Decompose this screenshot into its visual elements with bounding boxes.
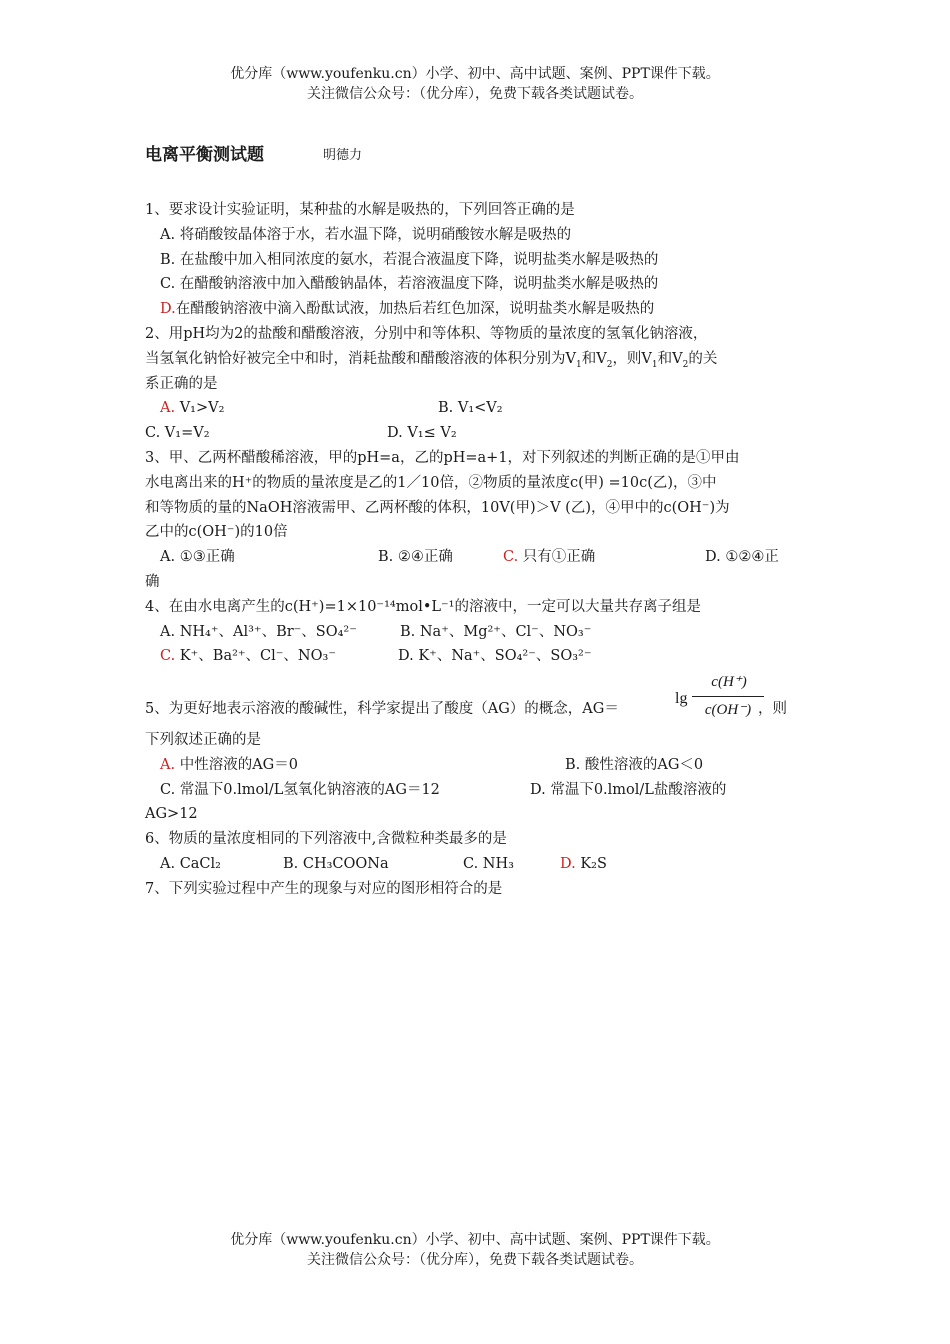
q6-answer-letter: D.	[560, 855, 576, 872]
q2-option-d: D. V₁≤ V₂	[387, 425, 457, 442]
q4-options-row-1	[145, 620, 805, 645]
q2-stem-line-2: 当氢氧化钠恰好被完全中和时，消耗盐酸和醋酸溶液的体积分别为$V_1$和$V_2$，则$V_1$和$V_2$的关	[145, 350, 718, 370]
q6-option-c: C. NH₃	[463, 855, 514, 872]
q1-option-d-text: 在醋酸钠溶液中滴入酚酞试液，加热后若红色加深，说明盐类水解是吸热的	[175, 301, 655, 318]
q2-text-e: 的关	[688, 350, 718, 367]
q3-option-d-wrap: 确	[145, 573, 160, 590]
page-header	[0, 64, 950, 104]
q1-answer-letter: D.	[160, 301, 176, 318]
q7-stem: 7、下列实验过程中产生的现象与对应的图形相符合的是	[145, 880, 503, 897]
q5-option-b: B. 酸性溶液的AG＜0	[565, 756, 704, 773]
header-line-1: 优分库（www.youfenku.cn）小学、初中、高中试题、案例、PPT课件下载。	[230, 66, 720, 82]
q3-option-a: A. ①③正确	[160, 549, 235, 566]
q3-options-row	[145, 545, 805, 570]
q6-stem: 6、物质的量浓度相同的下列溶液中,含微粒种类最多的是	[145, 831, 507, 848]
q5-options-row-2	[145, 778, 805, 803]
q3-option-c-text: 只有①正确	[522, 549, 596, 566]
q3-option-d: D. ①②④正	[705, 549, 779, 566]
q2-stem-line-1: 2、用pH均为2的盐酸和醋酸溶液，分别中和等体积、等物质的量浓度的氢氧化钠溶液，	[145, 325, 708, 342]
q5-stem-text: 5、为更好地表示溶液的酸碱性，科学家提出了酸度（AG）的概念，AG＝	[145, 701, 619, 718]
formula-numerator: c(H⁺)	[711, 674, 747, 690]
q4-options-row-2	[145, 644, 805, 669]
q4-answer-letter: C.	[160, 648, 176, 665]
q3-stem-line-4: 乙中的c(OH⁻)的10倍	[145, 524, 288, 541]
footer-line-2: 关注微信公众号：（优分库），免费下载各类试题试卷。	[307, 1252, 643, 1268]
q3-option-b: B. ②④正确	[378, 549, 453, 566]
q1-option-a: A. 将硝酸铵晶体溶于水，若水温下降，说明硝酸铵水解是吸热的	[160, 226, 572, 243]
q6-options-row	[145, 852, 805, 877]
q1-option-c: C. 在醋酸钠溶液中加入醋酸钠晶体，若溶液温度下降，说明盐类水解是吸热的	[160, 276, 659, 293]
q2-answer-letter: A.	[160, 400, 176, 417]
q4-option-d: D. K⁺、Na⁺、SO₄²⁻、SO₃²⁻	[398, 648, 592, 665]
q2-options-row-1	[145, 396, 805, 421]
q2-text-c: ，则V	[612, 350, 652, 367]
q2-stem-line-3: 系正确的是	[145, 375, 218, 392]
q2-text-d: 和V	[657, 350, 683, 367]
q1-option-b: B. 在盐酸中加入相同浓度的氨水，若混合液温度下降，说明盐类水解是吸热的	[160, 251, 659, 268]
page-footer	[0, 1230, 950, 1270]
q2-option-a-text: V₁>V₂	[179, 400, 225, 417]
document-title: 电离平衡测试题	[145, 145, 264, 165]
q2-option-c: C. V₁=V₂	[145, 425, 210, 442]
q3-stem-line-1: 3、甲、乙两杯醋酸稀溶液，甲的pH=a，乙的pH=a+1，对下列叙述的判断正确的是①甲由	[145, 449, 740, 466]
q6-option-d	[560, 852, 607, 877]
formula-lg: lg	[675, 690, 688, 707]
q2-text-b: 和V	[581, 350, 607, 367]
q5-answer-letter: A.	[160, 756, 176, 773]
q4-option-c-text: K⁺、Ba²⁺、Cl⁻、NO₃⁻	[179, 648, 336, 665]
formula-denominator: c(OH⁻)	[704, 702, 752, 718]
q6-option-a: A. CaCl₂	[160, 855, 221, 872]
author-name: 明德力	[323, 148, 363, 163]
q5-option-d-wrap: AG>12	[145, 806, 198, 823]
q5-option-c: C. 常温下0.lmol/L氢氧化钠溶液的AG＝12	[160, 781, 440, 798]
q5-option-d: D. 常温下0.lmol/L盐酸溶液的	[530, 781, 727, 798]
q3-option-c	[503, 545, 595, 570]
questions	[145, 198, 805, 902]
q4-stem: 4、在由水电离产生的c(H⁺)=1×10⁻¹⁴mol•L⁻¹的溶液中，一定可以大量共存离子组是	[145, 598, 701, 615]
q3-stem-line-2: 水电离出来的H⁺的物质的量浓度是乙的1／10倍，②物质的量浓度c(甲) =10c(乙)，③中	[145, 474, 717, 491]
q5-option-a-text: 中性溶液的AG＝0	[179, 756, 298, 773]
q6-option-d-text: K₂S	[580, 855, 607, 872]
q4-option-a: A. NH₄⁺、Al³⁺、Br⁻、SO₄²⁻	[160, 623, 357, 640]
q2-text-a: 当氢氧化钠恰好被完全中和时，消耗盐酸和醋酸溶液的体积分别为V	[145, 350, 576, 367]
q2-options-row-2	[145, 421, 805, 446]
q3-answer-letter: C.	[503, 549, 519, 566]
header-line-2: 关注微信公众号：（优分库），免费下载各类试题试卷。	[307, 86, 643, 102]
q1-option-d	[145, 297, 805, 322]
q4-option-b: B. Na⁺、Mg²⁺、Cl⁻、NO₃⁻	[400, 623, 592, 640]
q5-stem-tail: ，则	[758, 701, 787, 718]
q2-option-b: B. V₁<V₂	[438, 400, 503, 417]
formula-fraction-bar	[692, 696, 764, 697]
q6-option-b: B. CH₃COONa	[283, 855, 389, 872]
q5-stem-line-2: 下列叙述正确的是	[145, 731, 261, 748]
q3-stem-line-3: 和等物质的量的NaOH溶液需甲、乙两杯酸的体积，10V(甲)＞V (乙)，④甲中的c(OH⁻)为	[145, 499, 730, 516]
footer-line-1: 优分库（www.youfenku.cn）小学、初中、高中试题、案例、PPT课件下载。	[230, 1232, 720, 1248]
q1-stem: 1、要求设计实验证明，某种盐的水解是吸热的，下列回答正确的是	[145, 202, 575, 218]
q5-options-row-1	[145, 753, 805, 778]
